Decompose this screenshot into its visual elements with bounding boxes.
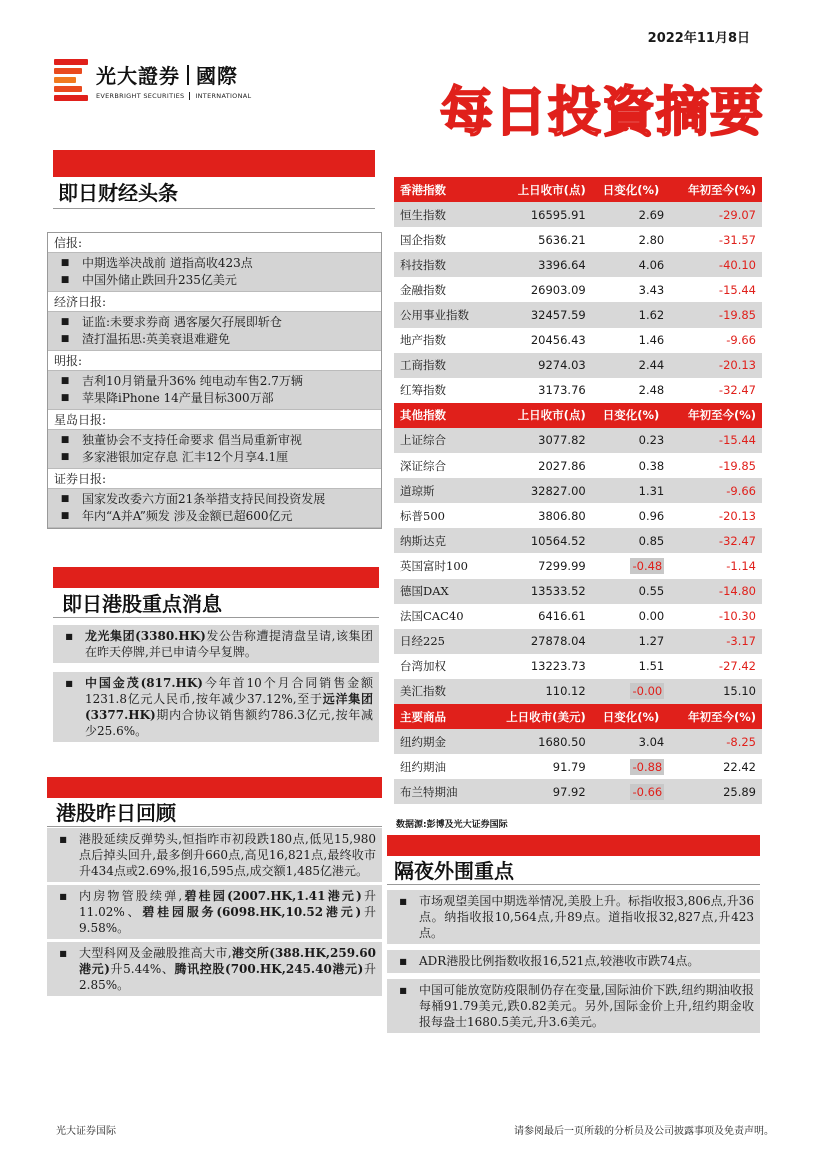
list-item bbox=[48, 508, 381, 525]
divider bbox=[47, 826, 382, 827]
index-name: 美汇指数 bbox=[394, 679, 487, 704]
table-header-row bbox=[394, 704, 762, 729]
section-red-bar bbox=[47, 777, 382, 798]
table-cell: -20.13 bbox=[718, 508, 756, 523]
headline-text: 国家发改委六方面21条举措支持民间投资发展 bbox=[82, 492, 326, 506]
table-cell: 7299.99 bbox=[538, 558, 586, 573]
list-item bbox=[48, 432, 381, 449]
index-name: 纳斯达克 bbox=[394, 528, 487, 553]
table-cell: 1680.50 bbox=[487, 729, 592, 754]
overnight-text: 市场观望美国中期选举情况,美股上升。标指收报3,806点,升36点。纳指收报10,564点,升89点。道指收报32,827点,升423点。 bbox=[419, 894, 754, 940]
table-cell: 97.92 bbox=[487, 779, 592, 804]
news-source: 证券日报: bbox=[48, 469, 381, 489]
daily-change: -0.88 bbox=[632, 759, 663, 774]
bullet-icon: ■ bbox=[59, 892, 67, 901]
table-header-cell: 香港指数 bbox=[394, 177, 487, 202]
table-header-cell: 其他指数 bbox=[394, 403, 487, 428]
list-item bbox=[48, 255, 381, 272]
table-cell: -40.10 bbox=[670, 252, 762, 277]
list-item bbox=[47, 942, 382, 996]
news-group bbox=[48, 253, 381, 292]
divider bbox=[387, 884, 760, 885]
list-item bbox=[48, 491, 381, 508]
table-cell: 3396.64 bbox=[487, 252, 592, 277]
table-cell: 3.43 bbox=[638, 282, 665, 297]
headline-text: 苹果降iPhone 14产量目标300万部 bbox=[82, 391, 274, 405]
table-cell: 3077.82 bbox=[487, 428, 592, 453]
table-header-cell: 日变化(%) bbox=[592, 403, 671, 428]
table-header-cell: 上日收市(美元) bbox=[487, 704, 592, 729]
index-name: 工商指数 bbox=[394, 353, 487, 378]
hk-review-title: 港股昨日回顾 bbox=[56, 801, 176, 825]
table-row bbox=[394, 277, 762, 302]
table-cell: 0.23 bbox=[592, 428, 671, 453]
table-row bbox=[394, 679, 762, 704]
bullet-icon: ■ bbox=[60, 435, 70, 445]
table-header-cell: 年初至今(%) bbox=[670, 177, 762, 202]
list-item bbox=[48, 272, 381, 289]
headline-text: 中国外储止跌回升235亿美元 bbox=[82, 273, 237, 287]
news-group bbox=[48, 430, 381, 469]
table-cell: -1.14 bbox=[726, 558, 756, 573]
news-source: 星岛日报: bbox=[48, 410, 381, 430]
bullet-icon: ■ bbox=[399, 897, 407, 906]
index-name: 纽约期油 bbox=[400, 759, 446, 774]
table-cell: 25.89 bbox=[670, 779, 762, 804]
table-header-cell: 主要商品 bbox=[394, 704, 487, 729]
report-date: 2022年11月8日 bbox=[647, 31, 750, 46]
hk-news-title: 即日港股重点消息 bbox=[62, 592, 222, 616]
table-header-cell: 日变化(%) bbox=[592, 704, 671, 729]
bullet-icon: ■ bbox=[60, 393, 70, 403]
table-cell: 1.46 bbox=[638, 333, 665, 348]
list-item bbox=[387, 890, 760, 944]
table-row bbox=[394, 428, 762, 453]
table-cell: 16595.91 bbox=[487, 202, 592, 227]
table-cell: -27.42 bbox=[718, 659, 756, 674]
table-cell: 91.79 bbox=[552, 759, 586, 774]
footer-disclaimer: 请参阅最后一页所载的分析员及公司披露事项及免责声明。 bbox=[514, 1126, 774, 1137]
table-row bbox=[394, 729, 762, 754]
table-row bbox=[394, 553, 762, 578]
table-header-row bbox=[394, 177, 762, 202]
headline-text: 吉利10月销量升36% 纯电动车售2.7万辆 bbox=[82, 374, 303, 388]
table-row bbox=[394, 252, 762, 277]
review-text: 内房物管股续弹,碧桂园(2007.HK,1.41港元)升11.02%、碧桂园服务(6098.HK,10.52港元)升9.58%。 bbox=[79, 889, 376, 935]
table-cell: 3806.80 bbox=[538, 508, 586, 523]
headline-text: 年内“A并A”频发 涉及金额已超600亿元 bbox=[82, 509, 293, 523]
table-row bbox=[394, 503, 762, 528]
table-cell: -32.47 bbox=[718, 383, 756, 398]
table-cell: -9.66 bbox=[670, 478, 762, 503]
list-item bbox=[47, 885, 382, 939]
headline-text: 独董协会不支持任命要求 倡当局重新审视 bbox=[82, 433, 302, 447]
table-cell: 5636.21 bbox=[538, 232, 586, 247]
table-cell: -20.13 bbox=[670, 353, 762, 378]
index-name: 红筹指数 bbox=[400, 383, 446, 398]
table-cell: -9.66 bbox=[726, 333, 756, 348]
index-name: 台湾加权 bbox=[400, 659, 446, 674]
table-cell: 20456.43 bbox=[530, 333, 586, 348]
list-item: ■ 中国金茂(817.HK)今年首10个月合同销售金额1231.8亿元人民币,按年减少37.12%,至于远洋集团(3377.HK)期内合协议销售额约786.3亿元,按年减少25.6%。 bbox=[53, 672, 379, 742]
daily-change: -0.66 bbox=[632, 784, 663, 799]
index-name: 恒生指数 bbox=[394, 202, 487, 227]
section-red-bar bbox=[387, 835, 760, 856]
table-cell: 2027.86 bbox=[538, 458, 586, 473]
table-cell: -3.17 bbox=[670, 629, 762, 654]
headline-text: 多家港银加定存息 汇丰12个月享4.1厘 bbox=[82, 450, 289, 464]
index-name: 公用事业指数 bbox=[394, 302, 487, 327]
table-row bbox=[394, 302, 762, 327]
news-group bbox=[48, 312, 381, 351]
table-row bbox=[394, 528, 762, 553]
daily-change: -0.00 bbox=[632, 684, 663, 699]
index-name: 金融指数 bbox=[400, 282, 446, 297]
table-cell: 1.51 bbox=[638, 659, 665, 674]
bullet-icon: ■ bbox=[60, 494, 70, 504]
table-cell: 2.80 bbox=[638, 232, 665, 247]
table-row bbox=[394, 604, 762, 629]
table-header-cell: 上日收市(点) bbox=[487, 403, 592, 428]
list-item bbox=[47, 828, 382, 882]
table-cell: 15.10 bbox=[670, 679, 762, 704]
data-source: 数据源:彭博及光大证券国际 bbox=[396, 820, 508, 830]
logo-en-left: EVERBRIGHT SECURITIES bbox=[96, 92, 185, 100]
table-cell: -10.30 bbox=[718, 609, 756, 624]
footer-company: 光大证券国际 bbox=[56, 1126, 116, 1137]
table-cell: -15.44 bbox=[670, 428, 762, 453]
hk-news-box bbox=[53, 625, 379, 742]
news-group bbox=[48, 489, 381, 528]
table-cell: -19.85 bbox=[670, 302, 762, 327]
logo-cn-right: 國際 bbox=[196, 64, 238, 88]
table-cell bbox=[592, 679, 671, 704]
list-item: ■ 龙光集团(3380.HK)发公告称遭提清盘呈请,该集团在昨天停牌,并已申请今早复牌。 bbox=[53, 625, 379, 663]
bullet-icon: ■ bbox=[399, 957, 407, 966]
list-item bbox=[48, 331, 381, 348]
table-cell: 32457.59 bbox=[487, 302, 592, 327]
bullet-icon: ■ bbox=[399, 986, 407, 995]
headlines-title: 即日财经头条 bbox=[58, 181, 178, 205]
headline-text: 证监:未要求券商 遇客屡欠孖展即斩仓 bbox=[82, 315, 282, 329]
logo-cn-left: 光大證券 bbox=[96, 64, 180, 88]
index-name: 布兰特期油 bbox=[394, 779, 487, 804]
table-cell: 9274.03 bbox=[487, 353, 592, 378]
index-name: 地产指数 bbox=[400, 333, 446, 348]
table-cell: 32827.00 bbox=[487, 478, 592, 503]
bullet-icon: ■ bbox=[60, 317, 70, 327]
news-source: 明报: bbox=[48, 351, 381, 371]
table-row bbox=[394, 353, 762, 378]
table-row bbox=[394, 754, 762, 779]
index-name: 道琼斯 bbox=[394, 478, 487, 503]
table-cell: 0.85 bbox=[592, 528, 671, 553]
table-cell: 10564.52 bbox=[487, 528, 592, 553]
logo-en-right: INTERNATIONAL bbox=[195, 92, 252, 100]
table-cell: 2.69 bbox=[592, 202, 671, 227]
table-header-cell: 上日收市(点) bbox=[487, 177, 592, 202]
bullet-icon: ■ bbox=[60, 334, 70, 344]
headline-text: 渣打温拓思:英美衰退难避免 bbox=[82, 332, 231, 346]
table-cell: 3.04 bbox=[592, 729, 671, 754]
table-cell: 6416.61 bbox=[538, 609, 586, 624]
headlines-box bbox=[47, 232, 382, 529]
table-cell: 13533.52 bbox=[487, 579, 592, 604]
table-cell bbox=[592, 754, 671, 779]
list-item bbox=[48, 373, 381, 390]
table-cell: -29.07 bbox=[670, 202, 762, 227]
table-cell: -8.25 bbox=[670, 729, 762, 754]
table-cell bbox=[592, 779, 671, 804]
hk-review-box bbox=[47, 828, 382, 996]
index-name: 法国CAC40 bbox=[400, 609, 464, 624]
table-cell: -32.47 bbox=[670, 528, 762, 553]
table-cell: 13223.73 bbox=[530, 659, 586, 674]
index-name: 日经225 bbox=[394, 629, 487, 654]
table-row bbox=[394, 779, 762, 804]
index-name: 德国DAX bbox=[394, 579, 487, 604]
section-red-bar bbox=[53, 150, 375, 177]
bullet-icon: ■ bbox=[60, 511, 70, 521]
overnight-box bbox=[387, 890, 760, 1033]
list-item bbox=[48, 314, 381, 331]
report-title: 每日投資摘要 bbox=[440, 82, 764, 143]
table-cell: 2.48 bbox=[638, 383, 665, 398]
table-cell: 2.44 bbox=[592, 353, 671, 378]
table-cell: 110.12 bbox=[487, 679, 592, 704]
bullet-icon: ■ bbox=[60, 376, 70, 386]
table-cell: 27878.04 bbox=[487, 629, 592, 654]
table-row bbox=[394, 202, 762, 227]
table-cell: 0.96 bbox=[638, 508, 665, 523]
overnight-text: 中国可能放宽防疫限制仍存在变量,国际油价下跌,纽约期油收报每桶91.79美元,跌0.82美元。另外,国际金价上升,纽约期金收报每盎士1680.5美元,升3.6美元。 bbox=[419, 983, 754, 1029]
table-cell: 1.31 bbox=[592, 478, 671, 503]
index-name: 科技指数 bbox=[394, 252, 487, 277]
list-item bbox=[48, 390, 381, 407]
table-header-cell: 年初至今(%) bbox=[670, 704, 762, 729]
bullet-icon: ■ bbox=[59, 835, 67, 844]
divider bbox=[53, 617, 379, 618]
table-row bbox=[394, 478, 762, 503]
daily-change: -0.48 bbox=[632, 558, 663, 573]
news-group bbox=[48, 371, 381, 410]
logo-mark-icon bbox=[54, 59, 88, 101]
table-header-cell: 日变化(%) bbox=[592, 177, 671, 202]
table-cell: 0.55 bbox=[592, 579, 671, 604]
news-source: 经济日报: bbox=[48, 292, 381, 312]
bullet-icon: ■ bbox=[60, 258, 70, 268]
table-cell: 1.62 bbox=[592, 302, 671, 327]
table-cell: -15.44 bbox=[718, 282, 756, 297]
bullet-icon: ■ bbox=[59, 949, 67, 958]
table-header-cell: 年初至今(%) bbox=[670, 403, 762, 428]
list-item bbox=[387, 950, 760, 973]
table-row bbox=[394, 378, 762, 403]
divider bbox=[53, 208, 375, 209]
index-name: 上证综合 bbox=[394, 428, 487, 453]
table-row bbox=[394, 453, 762, 478]
table-cell bbox=[592, 553, 671, 578]
section-red-bar bbox=[53, 567, 379, 588]
company-logo bbox=[54, 58, 314, 102]
table-cell: 0.38 bbox=[638, 458, 665, 473]
table-cell: -14.80 bbox=[670, 579, 762, 604]
list-item bbox=[48, 449, 381, 466]
table-row bbox=[394, 328, 762, 353]
index-name: 标普500 bbox=[400, 508, 445, 523]
table-cell: 22.42 bbox=[723, 759, 756, 774]
index-name: 国企指数 bbox=[400, 232, 446, 247]
table-cell: -19.85 bbox=[718, 458, 756, 473]
bullet-icon: ■ bbox=[65, 679, 73, 688]
table-row bbox=[394, 629, 762, 654]
overnight-title: 隔夜外围重点 bbox=[394, 859, 514, 883]
review-text: 大型科网及金融股推高大市,港交所(388.HK,259.60港元)升5.44%、腾讯控股(700.HK,245.40港元)升2.85%。 bbox=[79, 946, 376, 992]
table-header-row bbox=[394, 403, 762, 428]
table-cell: 0.00 bbox=[638, 609, 665, 624]
market-data-table bbox=[394, 177, 762, 804]
table-cell: 26903.09 bbox=[530, 282, 586, 297]
table-row bbox=[394, 579, 762, 604]
table-cell: 4.06 bbox=[592, 252, 671, 277]
table-cell: 1.27 bbox=[592, 629, 671, 654]
table-cell: 3173.76 bbox=[538, 383, 586, 398]
index-name: 深证综合 bbox=[400, 458, 446, 473]
bullet-icon: ■ bbox=[60, 452, 70, 462]
table-row bbox=[394, 227, 762, 252]
index-name: 英国富时100 bbox=[400, 558, 468, 573]
bullet-icon: ■ bbox=[65, 632, 73, 641]
news-source: 信报: bbox=[48, 233, 381, 253]
review-text: 港股延续反弹势头,恒指昨市初段跌180点,低见15,980点后掉头回升,最多倒升660点,高见16,821点,最终收市升434点或2.69%,报16,595点,成交额1,485亿港元。 bbox=[79, 832, 376, 878]
table-row bbox=[394, 654, 762, 679]
headline-text: 中期选举决战前 道指高收423点 bbox=[82, 256, 253, 270]
list-item bbox=[387, 979, 760, 1033]
index-name: 纽约期金 bbox=[394, 729, 487, 754]
bullet-icon: ■ bbox=[60, 275, 70, 285]
overnight-text: ADR港股比例指数收报16,521点,较港收市跌74点。 bbox=[419, 954, 700, 968]
table-cell: -31.57 bbox=[718, 232, 756, 247]
